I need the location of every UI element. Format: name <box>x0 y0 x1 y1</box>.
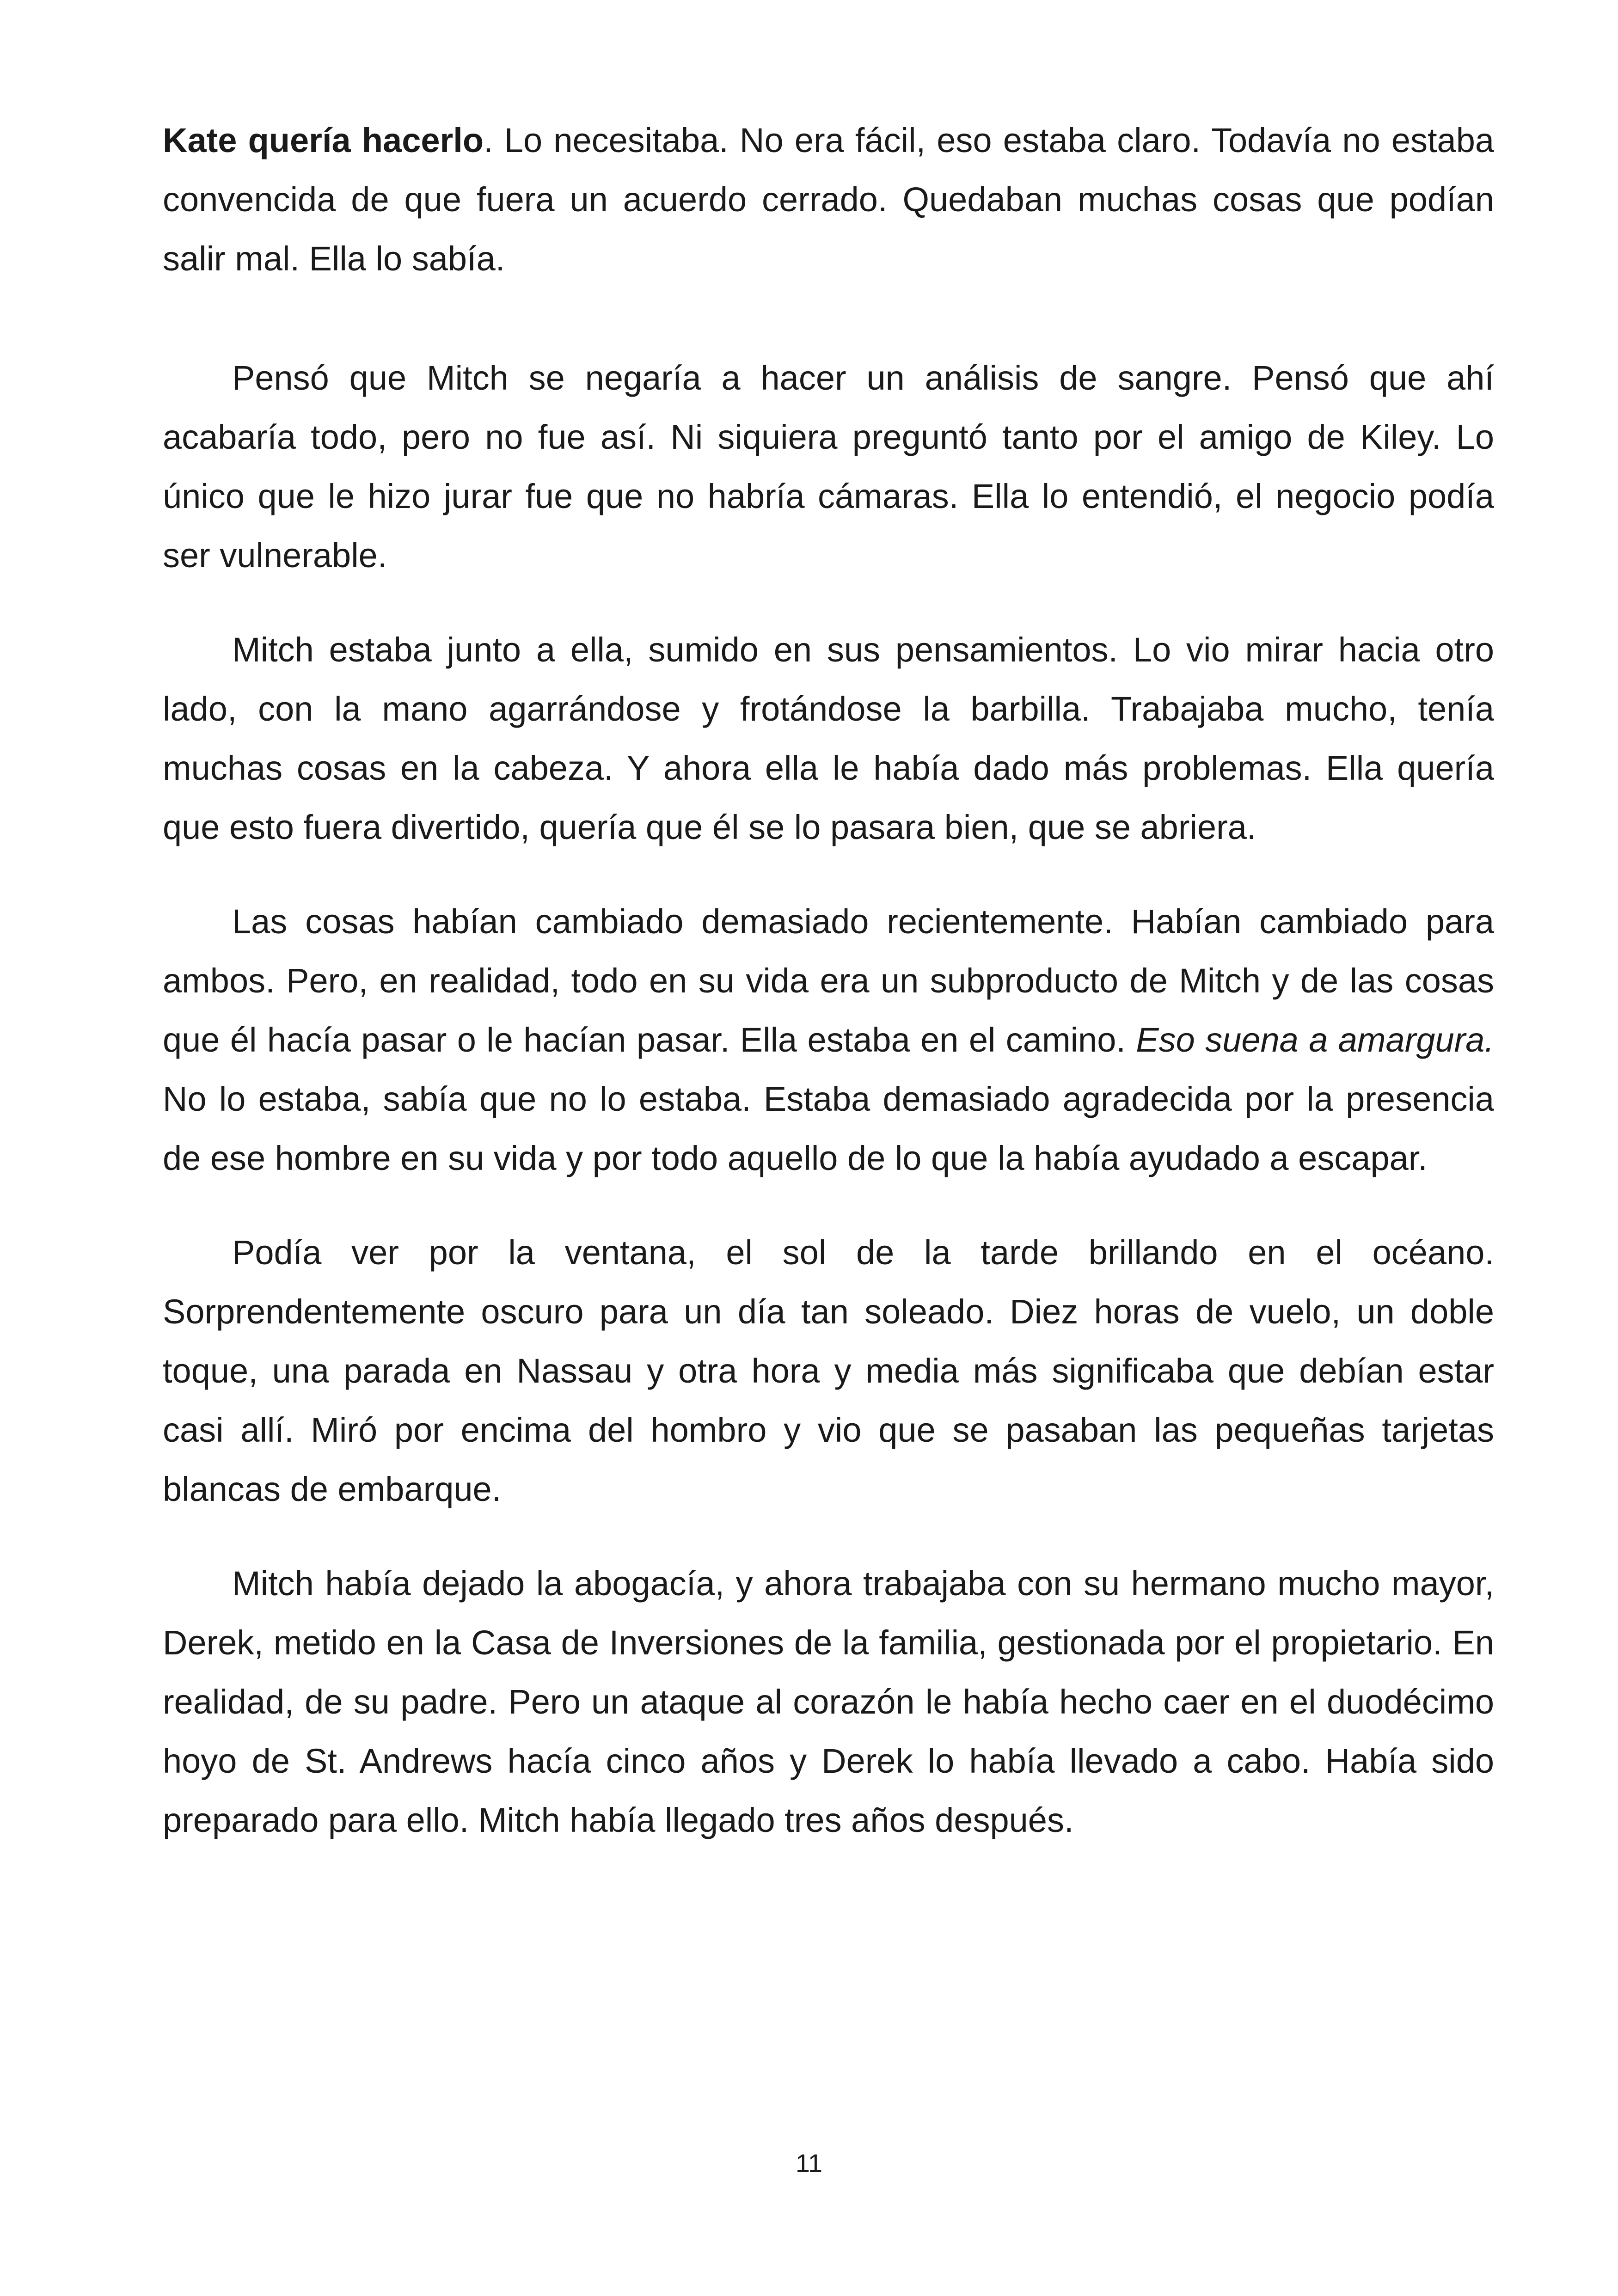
paragraph-1 <box>163 111 1494 288</box>
paragraph-4-text-after: No lo estaba, sabía que no lo estaba. Estaba demasiado agradecida por la presencia de ese hombre en su vida y por todo aquello de lo que la había ayudado a escapar. <box>163 1080 1494 1177</box>
paragraph-3: Mitch estaba junto a ella, sumido en sus pensamientos. Lo vio mirar hacia otro lado, con la mano agarrándose y frotándose la barbilla. Trabajaba mucho, tenía muchas cosas en la cabeza. Y ahora ella le había dado más problemas. Ella quería que esto fuera divertido, quería que él se lo pasara bien, que se abriera. <box>163 631 1494 846</box>
italic-phrase: Eso suena a amargura. <box>1136 1021 1495 1059</box>
page-number: 11 <box>795 2149 823 2178</box>
paragraph-2: Pensó que Mitch se negaría a hacer un análisis de sangre. Pensó que ahí acabaría todo, pero no fue así. Ni siquiera preguntó tanto por el amigo de Kiley. Lo único que le hizo jurar fue que no habría cámaras. Ella lo entendió, el negocio podía ser vulnerable. <box>163 359 1494 575</box>
paragraph-6: Mitch había dejado la abogacía, y ahora trabajaba con su hermano mucho mayor, Derek, metido en la Casa de Inversiones de la familia, gestionada por el propietario. En realidad, de su padre. Pero un ataque al corazón le había hecho caer en el duodécimo hoyo de St. Andrews hacía cinco años y Derek lo había llevado a cabo. Había sido preparado para ello. Mitch había llegado tres años después. <box>163 1564 1494 1839</box>
bold-lead-phrase: Kate quería hacerlo <box>163 121 484 159</box>
paragraph-1-text: . Lo necesitaba. No era fácil, eso estaba claro. Todavía no estaba convencida de que fuera un acuerdo cerrado. Quedaban muchas cosas que podían salir mal. Ella lo sabía. <box>163 121 1495 278</box>
paragraph-4 <box>163 892 1494 1188</box>
paragraph-5: Podía ver por la ventana, el sol de la tarde brillando en el océano. Sorprendentemente oscuro para un día tan soleado. Diez horas de vuelo, un doble toque, una parada en Nassau y otra hora y media más significaba que debían estar casi allí. Miró por encima del hombro y vio que se pasaban las pequeñas tarjetas blancas de embarque. <box>163 1233 1494 1508</box>
body-text <box>163 111 1494 1850</box>
paragraph-4-text-before: Las cosas habían cambiado demasiado recientemente. Habían cambiado para ambos. Pero, en realidad, todo en su vida era un subproducto de Mitch y de las cosas que él hacía pasar o le hacían pasar. Ella estaba en el camino. <box>163 902 1494 1059</box>
